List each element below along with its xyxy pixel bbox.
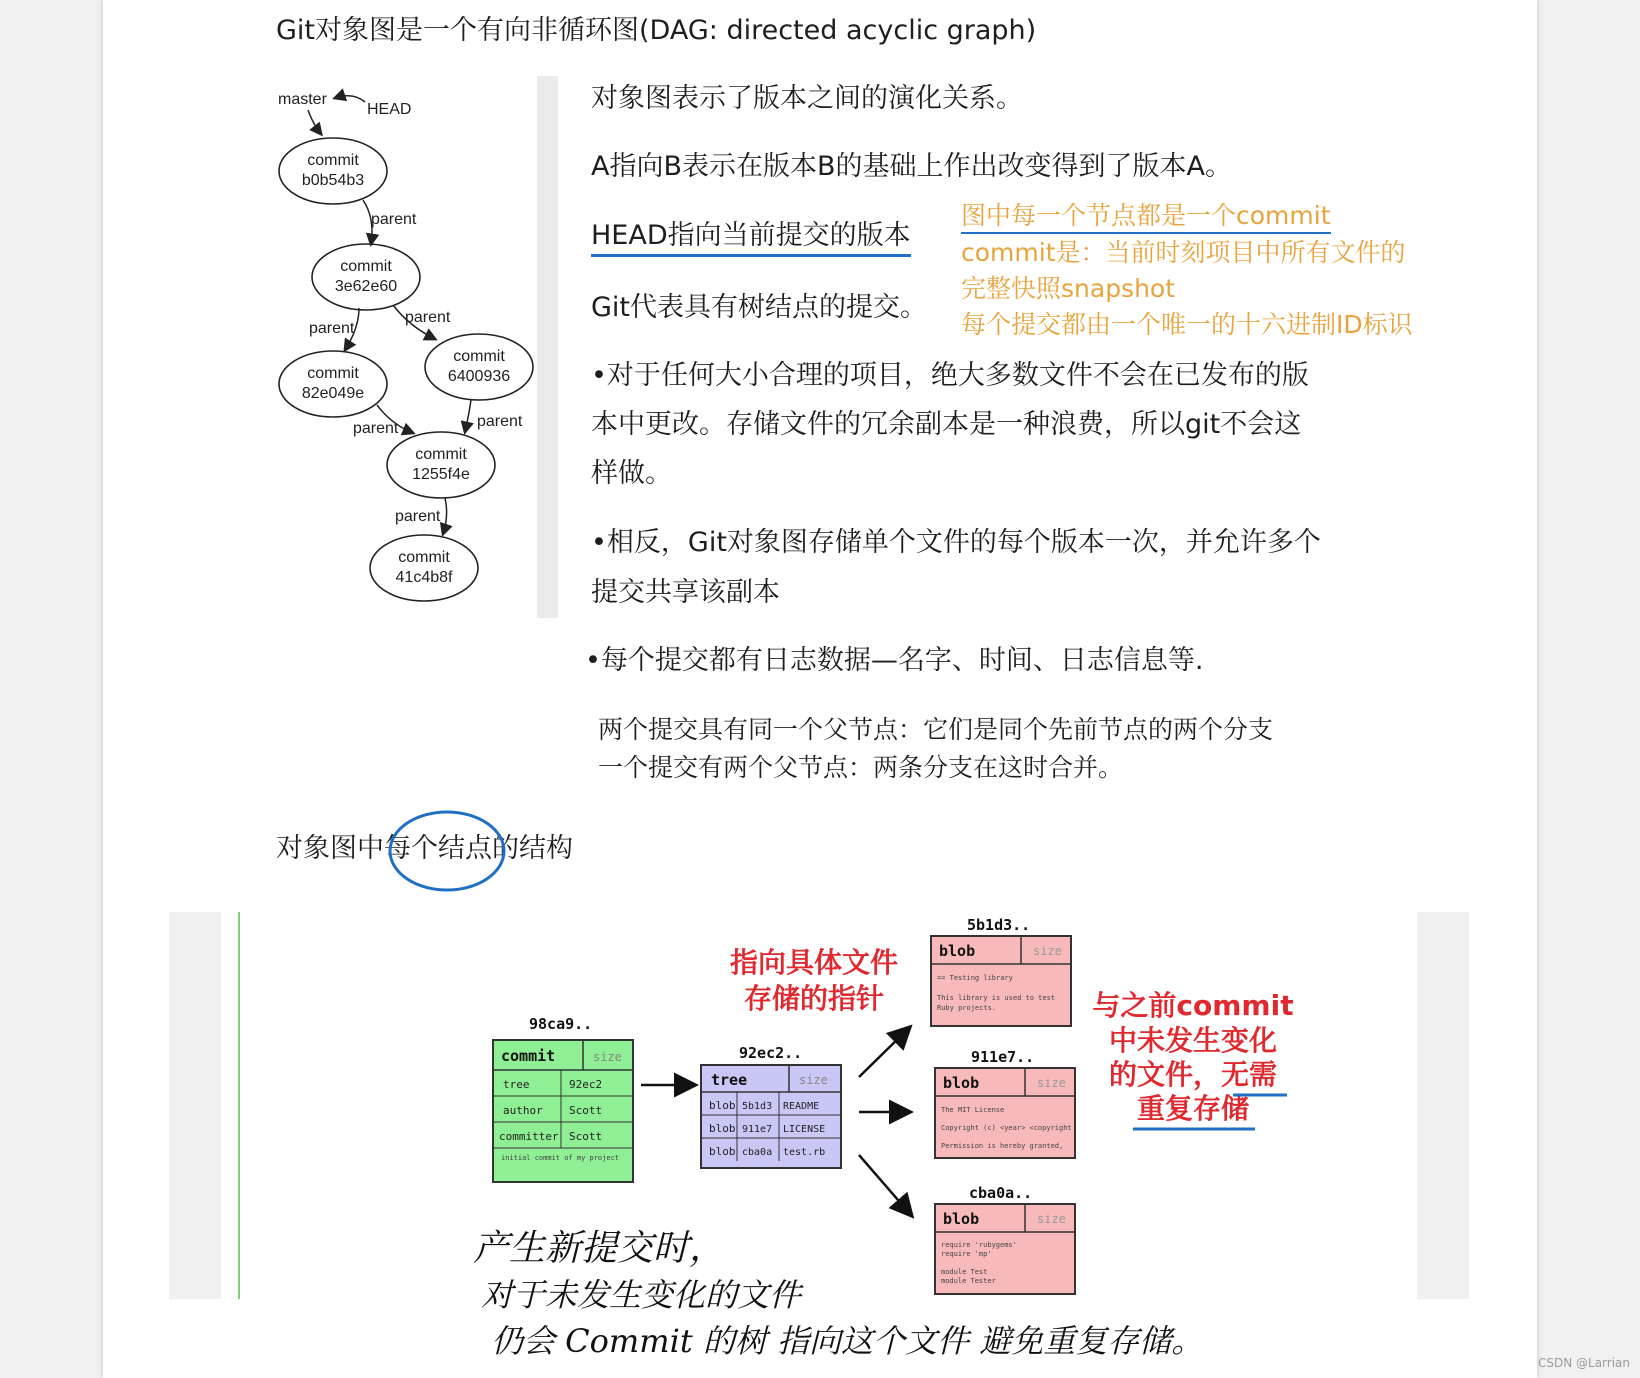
dag-master-label: master bbox=[278, 91, 327, 108]
paragraph-5-line-1: •对于任何大小合理的项目，绝大多数文件不会在已发布的版 bbox=[591, 360, 1309, 391]
tree-obj-id: 92ec2.. bbox=[739, 1044, 803, 1062]
note-line-4: 每个提交都由一个唯一的十六进制ID标识 bbox=[961, 310, 1413, 339]
blob-1-type: blob bbox=[939, 942, 976, 960]
dag-node-6-word: commit bbox=[398, 549, 450, 566]
paragraph-1: 对象图表示了版本之间的演化关系。 bbox=[591, 83, 1023, 114]
paragraph-9: 一个提交有两个父节点：两条分支在这时合并。 bbox=[598, 753, 1124, 782]
watermark: CSDN @Larrian bbox=[1537, 1356, 1630, 1370]
dag-node-3 bbox=[279, 351, 387, 417]
dag-node-6 bbox=[370, 535, 478, 601]
blob-1-id: 5b1d3.. bbox=[967, 916, 1031, 934]
blob-3-line-3: module Test bbox=[941, 1268, 988, 1276]
handwriting-line-2: 对于未发生变化的文件 bbox=[481, 1276, 802, 1314]
blob-3-size: size bbox=[1037, 1212, 1066, 1226]
commit-dag-diagram bbox=[253, 78, 543, 608]
edge-4-5 bbox=[465, 400, 471, 432]
blob-2-id: 911e7.. bbox=[971, 1048, 1035, 1066]
edge-2-4-label: parent bbox=[405, 309, 451, 326]
blob-3-line-4: module Tester bbox=[941, 1277, 996, 1285]
blob-1-line-3: Ruby projects. bbox=[937, 1004, 997, 1012]
page-title: Git对象图是一个有向非循环图(DAG: directed acyclic graph) bbox=[276, 15, 1037, 46]
blob-1-line-2: This library is used to test bbox=[937, 994, 1056, 1002]
tree-row-1-id: 5b1d3 bbox=[742, 1101, 773, 1112]
vertical-divider bbox=[537, 76, 558, 618]
tree-row-3-name: test.rb bbox=[783, 1147, 826, 1158]
tree-obj-size: size bbox=[799, 1073, 828, 1087]
commit-row-2-val: Scott bbox=[569, 1104, 603, 1117]
red-note-2-line-2: 中未发生变化 bbox=[1108, 1024, 1278, 1057]
red-note-2-line-1: 与之前commit bbox=[1092, 989, 1294, 1022]
commit-row-3-val: Scott bbox=[569, 1130, 603, 1143]
paragraph-6-line-1: •相反，Git对象图存储单个文件的每个版本一次，并允许多个 bbox=[591, 527, 1321, 558]
dag-node-1-id: b0b54b3 bbox=[301, 172, 365, 189]
note-line-3: 完整快照snapshot bbox=[961, 274, 1176, 303]
dag-node-4-id: 6400936 bbox=[447, 368, 511, 385]
handwriting-line-3: 仍会 Commit 的树 指向这个文件 避免重复存储。 bbox=[491, 1322, 1204, 1360]
blob-1-size: size bbox=[1033, 944, 1062, 958]
dag-node-6-id: 41c4b8f bbox=[395, 569, 453, 586]
paragraph-8: 两个提交具有同一个父节点：它们是同个先前节点的两个分支 bbox=[598, 715, 1274, 744]
commit-row-2-key: author bbox=[503, 1104, 543, 1117]
paragraph-3-underlined: HEAD指向当前提交的版本 bbox=[591, 213, 911, 257]
note-line-2: commit是：当前时刻项目中所有文件的 bbox=[961, 238, 1406, 267]
red-note-2-line-3: 的文件，无需 bbox=[1108, 1058, 1278, 1091]
edge-3-5-label: parent bbox=[353, 420, 399, 437]
paragraph-5-line-2: 本中更改。存储文件的冗余副本是一种浪费，所以git不会这 bbox=[591, 409, 1302, 440]
object-structure-svg bbox=[169, 912, 1469, 1299]
commit-obj-id: 98ca9.. bbox=[529, 1015, 593, 1033]
red-note-1-line-2: 存储的指针 bbox=[743, 982, 885, 1015]
dag-node-2-word: commit bbox=[340, 258, 392, 275]
edge-4-5-label: parent bbox=[477, 413, 523, 430]
paragraph-5-line-3: 样做。 bbox=[591, 458, 672, 489]
dag-node-1-word: commit bbox=[307, 152, 359, 169]
tree-obj-type: tree bbox=[711, 1071, 748, 1089]
dag-node-4-word: commit bbox=[453, 348, 505, 365]
red-note-2-line-4: 重复存储 bbox=[1136, 1092, 1250, 1125]
tree-row-2-type: blob bbox=[709, 1122, 736, 1135]
edge-5-6-label: parent bbox=[395, 508, 441, 525]
blob-2-line-2: Copyright (c) <year> <copyright bbox=[941, 1124, 1072, 1132]
blob-3-line-1: require 'rubygems' bbox=[941, 1241, 1017, 1249]
note-line-1: 图中每一个节点都是一个commit bbox=[961, 196, 1331, 234]
paragraph-6-line-2: 提交共享该副本 bbox=[591, 577, 780, 608]
dag-node-3-word: commit bbox=[307, 365, 359, 382]
dag-node-1 bbox=[279, 138, 387, 204]
dag-head-label: HEAD bbox=[367, 101, 412, 118]
paragraph-4: Git代表具有树结点的提交。 bbox=[591, 292, 928, 323]
commit-row-3-key: committer bbox=[499, 1130, 559, 1143]
dag-node-2 bbox=[312, 244, 420, 310]
blob-2-type: blob bbox=[943, 1074, 980, 1092]
blob-3-line-2: require 'mp' bbox=[941, 1250, 992, 1258]
paragraph-2: A指向B表示在版本B的基础上作出改变得到了版本A。 bbox=[591, 151, 1232, 182]
commit-obj-type: commit bbox=[501, 1047, 556, 1065]
red-note-1-line-1: 指向具体文件 bbox=[729, 946, 899, 979]
tree-row-3-id: cba0a bbox=[742, 1147, 773, 1158]
tree-row-1-type: blob bbox=[709, 1099, 736, 1112]
dag-node-5-word: commit bbox=[415, 446, 467, 463]
dag-node-5 bbox=[387, 432, 495, 498]
master-arrow bbox=[308, 110, 321, 134]
dag-node-3-id: 82e049e bbox=[301, 385, 365, 402]
dag-node-5-id: 1255f4e bbox=[412, 466, 470, 483]
arrow-tree-to-blob-1 bbox=[859, 1028, 909, 1077]
dag-node-2-id: 3e62e60 bbox=[334, 278, 398, 295]
blob-3-id: cba0a.. bbox=[969, 1184, 1033, 1202]
paragraph-7: •每个提交都有日志数据—名字、时间、日志信息等. bbox=[585, 645, 1204, 676]
edge-1-2-label: parent bbox=[371, 211, 417, 228]
arrow-tree-to-blob-3 bbox=[859, 1155, 911, 1215]
commit-obj-size: size bbox=[593, 1050, 622, 1064]
head-arrow bbox=[335, 96, 365, 102]
edge-2-3-label: parent bbox=[309, 320, 355, 337]
tree-row-2-name: LICENSE bbox=[783, 1124, 826, 1135]
blob-2-line-1: The MIT License bbox=[941, 1106, 1005, 1114]
handwriting-line-1: 产生新提交时， bbox=[473, 1228, 726, 1269]
commit-message: initial commit of my project bbox=[501, 1154, 620, 1162]
commit-row-1-key: tree bbox=[503, 1078, 530, 1091]
tree-row-3-type: blob bbox=[709, 1145, 736, 1158]
hand-drawn-circle bbox=[385, 805, 511, 897]
tree-row-2-id: 911e7 bbox=[742, 1124, 773, 1135]
blob-2-size: size bbox=[1037, 1076, 1066, 1090]
blob-1-line-1: == Testing library bbox=[937, 974, 1013, 982]
blob-3-type: blob bbox=[943, 1210, 980, 1228]
commit-row-1-val: 92ec2 bbox=[569, 1078, 603, 1091]
section-2-title: 对象图中每个结点的结构 bbox=[276, 833, 573, 864]
blob-2-line-3: Permission is hereby granted, bbox=[941, 1142, 1064, 1150]
tree-row-1-name: README bbox=[783, 1101, 820, 1112]
object-diagram-frame bbox=[169, 912, 1469, 1299]
edge-5-6 bbox=[443, 498, 447, 534]
document-page bbox=[103, 0, 1537, 1378]
dag-node-4 bbox=[425, 334, 533, 400]
